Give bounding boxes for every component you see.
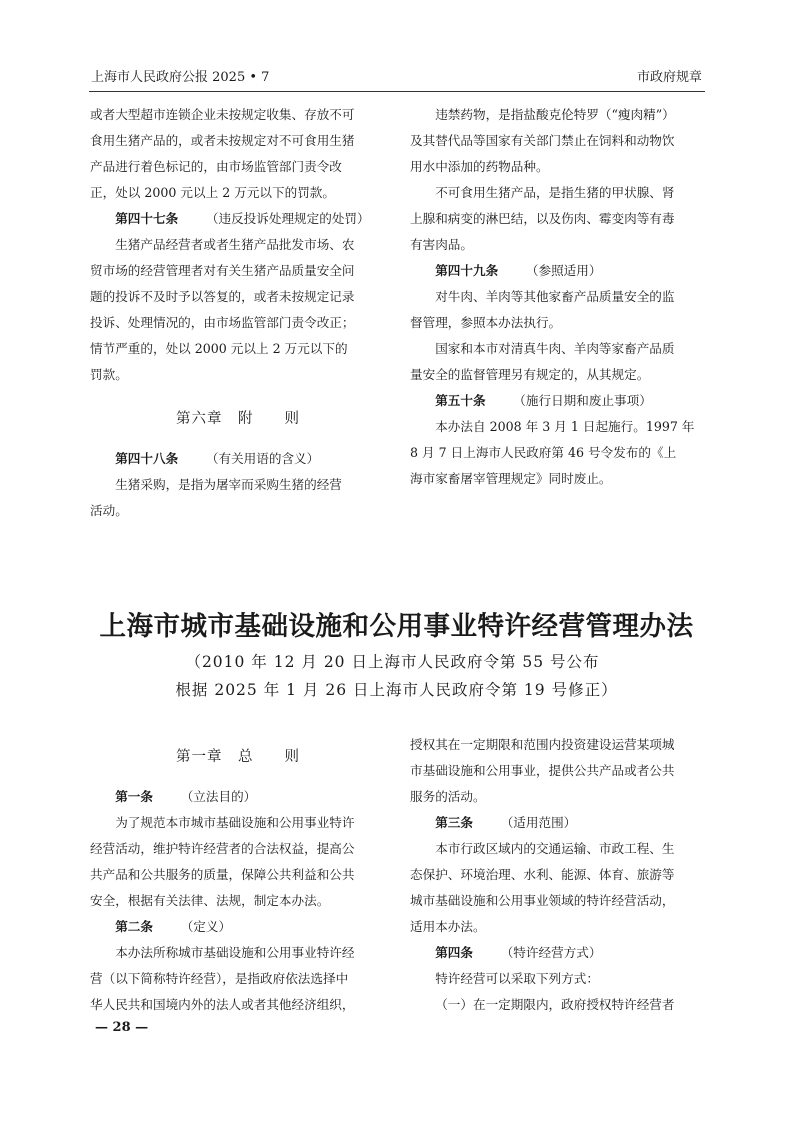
text-line: 生猪采购，是指为屠宰而采购生猪的经营: [115, 477, 342, 492]
chapter-6-heading: 第六章 附 则: [176, 411, 300, 427]
text-line: 上腺和病变的淋巴结，以及伤肉、霉变肉等有毒: [410, 211, 675, 226]
text-line: 题的投诉不及时予以答复的，或者未按规定记录: [90, 289, 355, 304]
text-line: 适用本办法。: [410, 919, 486, 934]
page-number: — 28 —: [95, 1020, 149, 1035]
text-line: 贸市场的经营管理者对有关生猪产品质量安全问: [90, 263, 355, 278]
article-number: 第一条: [115, 789, 153, 804]
section-label: 市政府规章: [636, 70, 702, 85]
article-title: （定义）: [180, 919, 232, 934]
text-line: 为了规范本市城市基础设施和公用事业特许: [115, 815, 355, 830]
article-number: 第二条: [115, 919, 153, 934]
text-line: 产品进行着色标记的，由市场监管部门责令改: [90, 159, 342, 174]
article-title: （违反投诉处理规定的处罚）: [205, 211, 370, 226]
text-line: 罚款。: [90, 367, 128, 382]
text-line: 特许经营可以采取下列方式：: [435, 971, 599, 986]
top-left-column: [90, 102, 386, 524]
text-line: 生猪产品经营者或者生猪产品批发市场、农: [115, 237, 355, 252]
chapter-1-heading: 第一章 总 则: [176, 749, 300, 765]
article-title: （施行日期和废止事项）: [513, 393, 652, 408]
article-title: （特许经营方式）: [500, 945, 602, 960]
text-line: 市基础设施和公用事业，提供公共产品或者公共: [410, 763, 675, 778]
text-line: 投诉、处理情况的，由市场监管部门责令改正；: [90, 315, 355, 330]
article-title: （参照适用）: [525, 263, 602, 278]
document-subtitle: （2010 年 12 月 20 日上海市人民政府令第 55 号公布: [185, 653, 600, 671]
text-line: 服务的活动。: [410, 789, 486, 804]
text-line: 正，处以 2000 元以上 2 万元以下的罚款。: [90, 185, 335, 200]
article-48-heading: [90, 446, 386, 472]
text-line: 城市基础设施和公用事业领域的特许经营活动，: [410, 893, 675, 908]
article-number: 第四十七条: [115, 211, 179, 226]
article-50-heading: [410, 388, 706, 414]
bottom-right-column: [410, 732, 706, 1018]
bottom-left-column: [90, 732, 386, 1018]
text-line: 违禁药物，是指盐酸克伦特罗（“瘦肉精”）: [435, 107, 675, 122]
text-line: 安全，根据有关法律、法规，制定本办法。: [90, 893, 330, 908]
text-line: 海市家畜屠宰管理规定》同时废止。: [410, 471, 612, 486]
journal-title: 上海市人民政府公报 2025 • 7: [91, 70, 270, 85]
article-49-heading: [410, 258, 706, 284]
text-line: 及其替代品等国家有关部门禁止在饲料和动物饮: [410, 133, 675, 148]
document-subtitle: 根据 2025 年 1 月 26 日上海市人民政府令第 19 号修正）: [175, 681, 618, 699]
text-line: 8 月 7 日上海市人民政府第 46 号令发布的《上: [410, 445, 677, 460]
text-line: 国家和本市对清真牛肉、羊肉等家畜产品质: [435, 341, 675, 356]
text-line: 有害肉品。: [410, 237, 473, 252]
article-47-heading: [90, 206, 386, 232]
text-line: 对牛肉、羊肉等其他家畜产品质量安全的监: [435, 289, 675, 304]
article-title: （立法目的）: [180, 789, 257, 804]
text-line: 经营活动，维护特许经营者的合法权益，提高公: [90, 841, 355, 856]
text-line: （一）在一定期限内，政府授权特许经营者: [435, 997, 675, 1012]
text-line: 活动。: [90, 503, 128, 518]
text-line: 量安全的监督管理另有规定的，从其规定。: [410, 367, 650, 382]
article-1-heading: [90, 784, 386, 810]
text-line: 或者大型超市连锁企业未按规定收集、存放不可: [90, 107, 355, 122]
text-line: 态保护、环境治理、水利、能源、体育、旅游等: [410, 867, 675, 882]
article-number: 第四十八条: [115, 451, 179, 466]
text-line: 用水中添加的药物品种。: [410, 159, 549, 174]
text-line: 情节严重的，处以 2000 元以上 2 万元以下的: [90, 341, 348, 356]
text-line: 本市行政区域内的交通运输、市政工程、生: [435, 841, 675, 856]
text-line: 食用生猪产品的，或者未按规定对不可食用生猪: [90, 133, 355, 148]
article-title: （有关用语的含义）: [205, 451, 320, 466]
top-right-column: [410, 102, 706, 492]
text-line: 不可食用生猪产品，是指生猪的甲状腺、肾: [435, 185, 675, 200]
text-line: 共产品和公共服务的质量，保障公共利益和公共: [90, 867, 355, 882]
article-title: （适用范围）: [500, 815, 577, 830]
article-4-heading: [410, 940, 706, 966]
text-line: 本办法自 2008 年 3 月 1 日起施行。1997 年: [435, 419, 695, 434]
text-line: 授权其在一定期限和范围内投资建设运营某项城: [410, 737, 675, 752]
document-title: 上海市城市基础设施和公用事业特许经营管理办法: [99, 611, 694, 642]
text-line: 本办法所称城市基础设施和公用事业特许经: [115, 945, 355, 960]
article-number: 第四条: [435, 945, 473, 960]
article-number: 第五十条: [435, 393, 486, 408]
article-number: 第三条: [435, 815, 473, 830]
text-line: 营（以下简称特许经营），是指政府依法选择中: [90, 971, 349, 986]
text-line: 督管理，参照本办法执行。: [410, 315, 562, 330]
article-number: 第四十九条: [435, 263, 499, 278]
article-2-heading: [90, 914, 386, 940]
header-divider: [89, 91, 705, 92]
text-line: 华人民共和国境内外的法人或者其他经济组织，: [90, 997, 355, 1012]
article-3-heading: [410, 810, 706, 836]
